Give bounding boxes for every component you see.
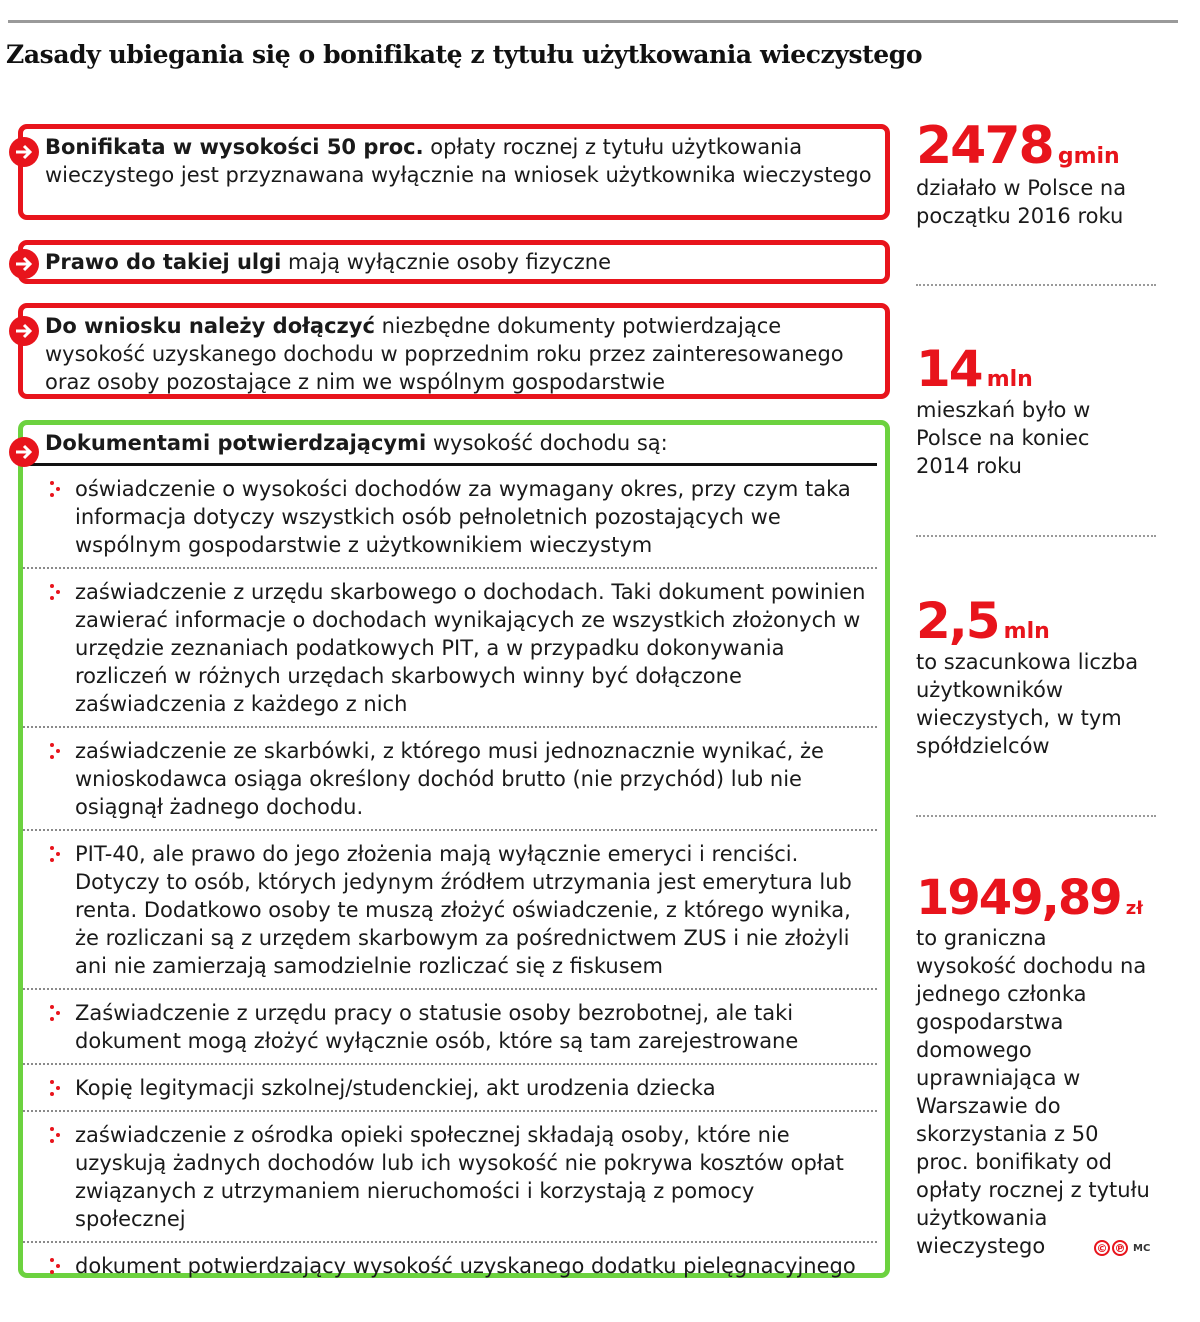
stat-description: to szacunkowa liczba użytkowników wieczystych, w tym spółdzielców (916, 650, 1139, 758)
stat-divider (916, 815, 1156, 817)
credit-mark (1094, 1240, 1150, 1256)
info-box-wniosek (18, 303, 890, 399)
list-item-text: Kopię legitymacji szkolnej/studenckiej, akt urodzenia dziecka (75, 1076, 716, 1100)
documents-heading-text: wysokość dochodu są: (426, 431, 668, 455)
stat-description: działało w Polsce na początku 2016 roku (916, 176, 1127, 228)
list-item (23, 569, 877, 728)
stat-number: 14 (916, 340, 982, 398)
stat-number: 2478 (916, 116, 1053, 176)
stat-divider (916, 535, 1156, 537)
bullet-icon (50, 582, 64, 602)
box-bold-lead: Bonifikata w wysokości 50 proc. (45, 135, 424, 159)
list-item-text: Zaświadczenie z urzędu pracy o statusie osoby bezrobotnej, ale taki dokument mogą złożyć wyłącznie osób, które są tam zarejestrowane (75, 1001, 799, 1053)
copyright-icon: © (1094, 1240, 1110, 1256)
box-body: opłaty rocznej z tytułu użytkowania wieczystego jest przyznawana wyłącznie na wniosek użytkownika wieczystego (45, 135, 872, 187)
bullet-icon (50, 1125, 64, 1145)
stat-description: to graniczna wysokość dochodu na jednego członka gospodarstwa domowego uprawniająca w Warszawie do skorzystania z 50 proc. bonifikaty od opłaty rocznej z tytułu użytkowania wieczystego (916, 926, 1150, 1258)
list-item-text: PIT-40, ale prawo do jego złożenia mają wyłącznie emeryci i renciści. Dotyczy to osób, których jedynym źródłem utrzymania jest emerytura lub renta. Dodatkowo osoby te muszą złożyć oświadczenie, z którego wynika, że rozliczani są z urzędem skarbowym za pośrednictwem ZUS i nie złożyli ani nie zamierzają samodzielnie rozliczać się z fiskusem (75, 842, 852, 978)
stat-unit: zł (1125, 898, 1143, 919)
top-rule (8, 20, 1178, 23)
documents-box (18, 420, 890, 1278)
stat-divider (916, 284, 1156, 286)
list-item-text: zaświadczenie z ośrodka opieki społecznej składają osoby, które nie uzyskują żadnych dochodów lub ich wysokość nie pokrywa kosztów opłat związanych z utrzymaniem nieruchomości i korzystają z pomocy społecznej (75, 1123, 844, 1231)
bullet-icon (50, 741, 64, 761)
stat-description: mieszkań było w Polsce na koniec 2014 roku (916, 398, 1091, 478)
page-title: Zasady ubiegania się o bonifikatę z tytułu użytkowania wieczystego (6, 40, 923, 69)
bullet-icon (50, 1256, 64, 1276)
author-initials: MC (1133, 1242, 1151, 1254)
phonogram-icon: ℗ (1112, 1240, 1128, 1256)
list-item-text: zaświadczenie z urzędu skarbowego o dochodach. Taki dokument powinien zawierać informacje o dochodach wynikających ze wszystkich złożonych w urzędzie zeznaniach podatkowych PIT, a w przypadku dokonywania rozliczeń w różnych urzędach skarbowych winny być dołączone zaświadczenia z każdego z nich (75, 580, 866, 716)
stat-mieszkania (916, 340, 1186, 480)
stat-dochod (916, 870, 1186, 1260)
list-item (23, 990, 877, 1065)
stat-number: 1949,89 (916, 870, 1121, 926)
stat-unit: gmin (1057, 144, 1120, 169)
stat-uzytkownicy (916, 592, 1186, 760)
bullet-icon (50, 1003, 64, 1023)
info-box-prawo (18, 240, 890, 284)
list-item (23, 1243, 877, 1288)
list-item-text: oświadczenie o wysokości dochodów za wymagany okres, przy czym taka informacja dotyczy wszystkich osób pełnoletnich pozostających we wspólnym gospodarstwie z użytkownikiem wieczystym (75, 477, 851, 557)
arrow-icon (9, 316, 39, 346)
box-bold-lead: Prawo do takiej ulgi (45, 250, 282, 274)
arrow-icon (9, 249, 39, 279)
bullet-icon (50, 1078, 64, 1098)
list-item (23, 831, 877, 990)
bullet-icon (50, 479, 64, 499)
list-item (23, 466, 877, 569)
list-item (23, 1112, 877, 1243)
stat-gminy (916, 116, 1186, 230)
list-item-text: dokument potwierdzający wysokość uzyskanego dodatku pielęgnacyjnego (75, 1254, 856, 1278)
box-text (23, 133, 885, 189)
documents-list (23, 466, 885, 1288)
box-bold-lead: Do wniosku należy dołączyć (45, 314, 375, 338)
list-item (23, 1065, 877, 1112)
box-body: mają wyłącznie osoby fizyczne (281, 250, 612, 274)
info-box-bonifikata (18, 124, 890, 220)
documents-heading-bold: Dokumentami potwierdzającymi (45, 431, 427, 455)
box-body: niezbędne dokumenty potwierdzające wysokość uzyskanego dochodu w poprzednim roku przez zainteresowanego oraz osoby pozostające z nim we wspólnym gospodarstwie (45, 314, 844, 394)
bullet-icon (50, 844, 64, 864)
stat-number: 2,5 (916, 592, 999, 650)
list-item (23, 728, 877, 831)
box-text (23, 312, 885, 396)
box-text (23, 248, 885, 276)
arrow-icon (9, 137, 39, 167)
documents-heading (23, 425, 877, 466)
stat-unit: mln (1003, 619, 1050, 644)
stat-unit: mln (986, 367, 1033, 392)
arrow-icon (9, 437, 39, 467)
list-item-text: zaświadczenie ze skarbówki, z którego musi jednoznacznie wynikać, że wnioskodawca osiąga określony dochód brutto (nie przychód) lub nie osiągnął żadnego dochodu. (75, 739, 824, 819)
